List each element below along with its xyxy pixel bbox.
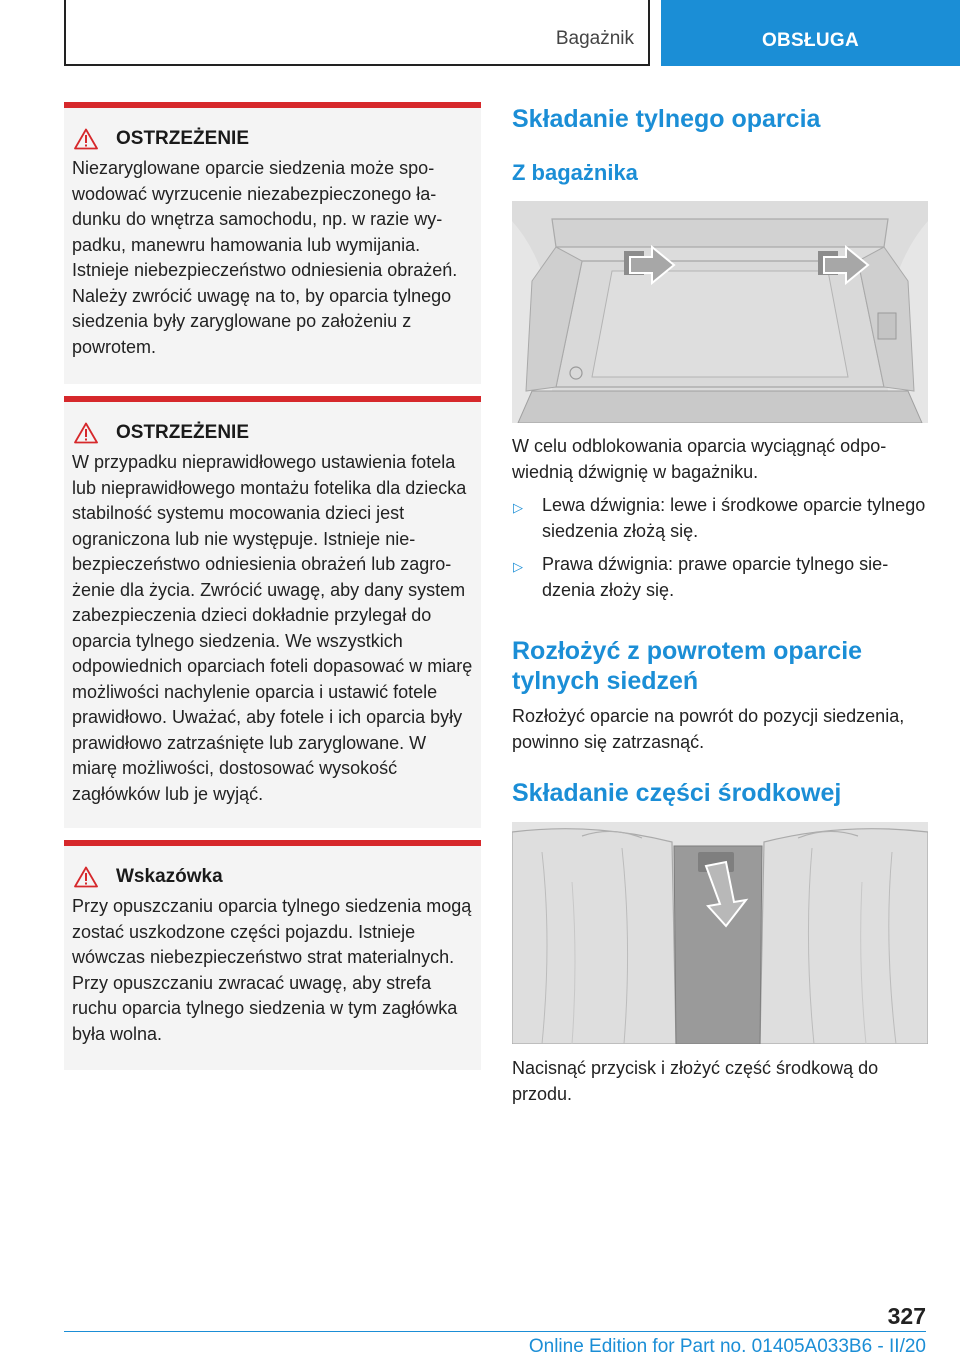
list-item-text: Prawa dźwignia: prawe oparcie tylnego siedzenia złoży się. <box>542 554 889 600</box>
footer-divider <box>64 1331 926 1332</box>
rear-seat-image <box>512 822 928 1044</box>
section-heading-folding-backrest: Składanie tylnego oparcia <box>512 105 821 133</box>
subsection-heading-from-trunk: Z bagażnika <box>512 160 638 185</box>
note-title: Wskazówka <box>116 866 223 887</box>
page-number: 327 <box>887 1303 926 1329</box>
chapter-label: OBSŁUGA <box>761 30 860 51</box>
note-box <box>64 840 481 1070</box>
trunk-illustration <box>512 201 928 423</box>
section-heading-unfold-backrest: Rozłożyć z powrotem oparcie tylnych siedzeń <box>512 637 863 695</box>
header-frame <box>64 0 650 66</box>
header-section-title: Bagażnik <box>555 28 634 49</box>
center-section-instruction: Nacisnąć przycisk i złożyć część środkową do przodu. <box>512 1058 879 1104</box>
warning-box-1 <box>64 102 481 384</box>
chapter-tab[interactable] <box>661 0 960 66</box>
list-item-text: Lewa dźwignia: lewe i środkowe oparcie tylnego siedzenia złożą się. <box>542 495 926 541</box>
warning-text: Niezaryglowane oparcie siedzenia może spowodować wyrzucenie niezabezpieczonego ładunku do wnętrza samochodu, np. w razie wypadku, manewru hamowania lub wymijania. Istnieje niebezpieczeństwo odniesienia obrażeń. Należy zwrócić uwagę na to, by oparcia tylnego siedzenia były zaryglowane po założeniu z powrotem. <box>72 158 458 357</box>
warning-triangle-icon <box>74 866 98 888</box>
footer-edition: Online Edition for Part no. 01405A033B6 - II/20 <box>528 1336 926 1357</box>
trunk-image <box>512 201 928 423</box>
warning-triangle-icon <box>74 128 98 150</box>
unfold-instruction: Rozłożyć oparcie na powrót do pozycji siedzenia, powinno się zatrzasnąć. <box>512 706 905 752</box>
unlock-instruction: W celu odblokowania oparcia wyciągnąć odpowiednią dźwignię w bagażniku. <box>512 436 887 482</box>
warning-title: OSTRZEŻENIE <box>116 128 250 149</box>
list-item <box>512 552 932 603</box>
bullet-triangle-icon: ▷ <box>513 500 523 515</box>
list-item <box>512 493 932 544</box>
warning-title: OSTRZEŻENIE <box>116 422 250 443</box>
warning-box-2 <box>64 396 481 828</box>
rear-seat-illustration <box>512 822 928 1044</box>
warning-text: W przypadku nieprawidłowego ustawienia fotela lub nieprawidłowego montażu fotelika dla dziecka stabilność systemu mocowania dzieci jest ograniczona lub nie występuje. Istnieje niebezpieczeństwo odniesienia obrażeń lub zagrożenie dla życia. Zwrócić uwagę, aby dany system zabezpieczenia dzieci dokładnie przylegał do oparcia tylnego siedzenia. We wszystkich odpowiednich oparciach foteli dopasować w miarę możliwości nachylenie oparcia i ustawić fotele prawidłowo. Uważać, aby fotele i ich oparcia były prawidłowo zatrzaśnięte lub zaryglowane. W miarę możliwości, dostosować wysokość zagłówków lub je wyjąć. <box>72 452 473 804</box>
section-heading-center-section: Składanie części środkowej <box>512 779 842 807</box>
note-text: Przy opuszczaniu oparcia tylnego siedzenia mogą zostać uszkodzone części pojazdu. Istnieje wówczas niebezpieczeństwo strat materialnych. Przy opuszczaniu zwracać uwagę, aby strefa ruchu oparcia tylnego siedzenia w tym zagłówka była wolna. <box>72 896 472 1044</box>
bullet-triangle-icon: ▷ <box>513 559 523 574</box>
warning-triangle-icon <box>74 422 98 444</box>
